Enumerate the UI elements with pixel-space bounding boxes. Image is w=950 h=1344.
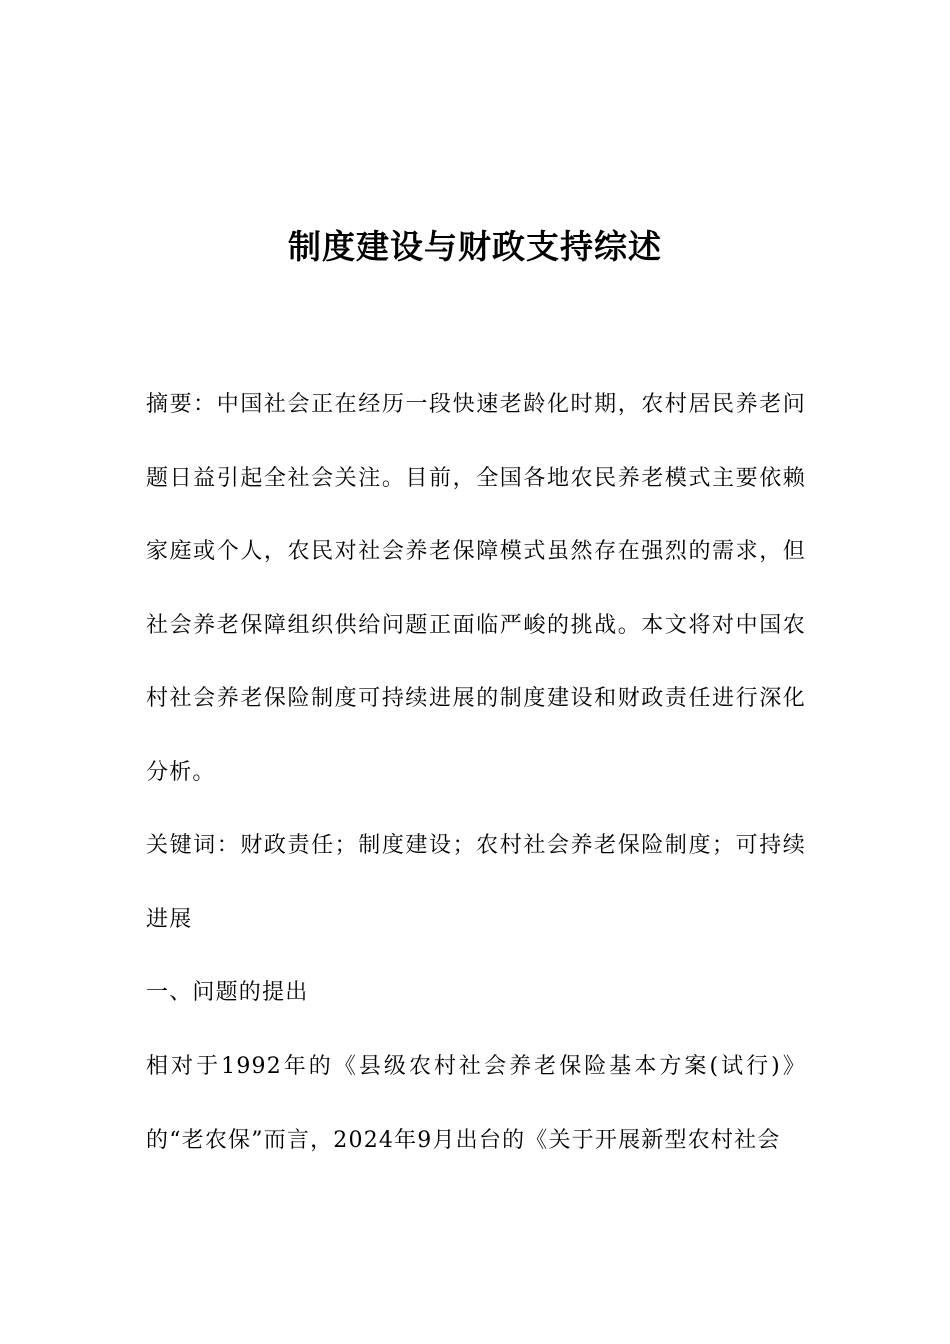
abstract-text: 中国社会正在经历一段快速老龄化时期，农村居民养老问题日益引起全社会关注。目前，全国各地农民养老模式主要依赖家庭或个人，农民对社会养老保障模式虽然存在强烈的需求，但社会养老保障组织供给问题正面临严峻的挑战。本文将对中国农村社会养老保险制度可持续进展的制度建设和财政责任进行深化分析。 <box>146 392 806 785</box>
keywords-paragraph <box>146 809 806 956</box>
keywords-text: 财政责任；制度建设；农村社会养老保险制度；可持续进展 <box>146 833 806 932</box>
body-paragraph: 相对于1992年的《县级农村社会养老保险基本方案(试行)》的“老农保”而言，2024年9月出台的《关于开展新型农村社会 <box>146 1054 806 1153</box>
abstract-paragraph <box>146 368 806 809</box>
abstract-label: 摘要： <box>146 392 217 417</box>
document-title: 制度建设与财政支持综述 <box>288 227 662 266</box>
keywords-label: 关键词： <box>146 833 241 858</box>
section-heading: 一、问题的提出 <box>146 980 309 1005</box>
